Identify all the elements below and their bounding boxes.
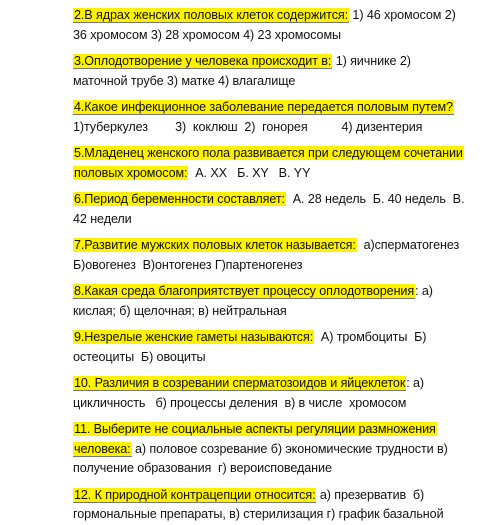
answer-options: а) презерватив б) (316, 487, 425, 502)
question-line (73, 6, 470, 26)
question-5 (73, 144, 470, 183)
question-line (73, 420, 470, 440)
question-title: 7.Развитие мужских половых клеток называется: (74, 238, 356, 252)
question-line (73, 26, 470, 46)
question-line (73, 52, 470, 72)
question-line (73, 72, 470, 92)
question-line (73, 328, 470, 348)
question-title-continued: половых хромосом: (74, 165, 188, 180)
question-11 (73, 420, 470, 479)
question-line (73, 459, 470, 479)
answer-options: 1)туберкулез 3) коклюш 2) гонорея 4) дизентерия (73, 119, 423, 134)
question-line (73, 118, 470, 138)
question-line (73, 302, 470, 322)
question-3 (73, 52, 470, 91)
answer-options: а)сперматогенез (356, 238, 460, 252)
answer-options: маточной трубе 3) матке 4) влагалище (73, 73, 296, 88)
question-line (73, 256, 470, 276)
question-title: 5.Младенец женского пола развивается при следующем сочетании (74, 146, 463, 160)
answer-options: : а) (406, 376, 425, 390)
question-line (73, 144, 470, 164)
question-line (73, 98, 470, 118)
question-line (73, 374, 470, 394)
question-line (73, 190, 470, 210)
question-title: 6.Период беременности составляет: (74, 192, 285, 206)
question-title: 3.Оплодотворение у человека происходит в: (74, 54, 332, 68)
answer-options: цикличность б) процессы деления в) в числе хромосом (73, 395, 407, 410)
question-line (73, 210, 470, 230)
question-7 (73, 236, 470, 275)
question-title: 8.Какая среда благоприятствует процессу оплодотворения (74, 284, 415, 298)
answer-options: 1) 46 хромосом 2) (349, 8, 456, 22)
answer-options: 1) яичнике 2) (332, 54, 411, 68)
answer-options: 42 недели (73, 211, 132, 226)
answer-options: получение образования г) вероисповедание (73, 461, 332, 475)
question-title: 2.В ядрах женских половых клеток содержится: (74, 8, 349, 22)
question-line (73, 236, 470, 256)
answer-options: остеоциты Б) овоциты (73, 349, 206, 364)
question-2 (73, 6, 470, 45)
answer-options: 36 хромосом 3) 28 хромосом 4) 23 хромосомы (73, 27, 341, 42)
question-line (73, 440, 470, 460)
answer-options: кислая; б) щелочная; в) нейтральная (73, 303, 287, 318)
question-6 (73, 190, 470, 229)
question-line (73, 282, 470, 302)
answer-options: Б)овогенез В)онтогенез Г)партеногенез (73, 257, 303, 272)
question-title-continued: человека: (74, 441, 131, 456)
question-line (73, 394, 470, 414)
question-title: 4.Какое инфекционное заболевание передается половым путем? (74, 100, 453, 114)
question-line (73, 348, 470, 368)
question-line (73, 486, 470, 506)
answer-options: А. 28 недель Б. 40 недель В. (285, 192, 465, 206)
question-8 (73, 282, 470, 321)
question-title: 10. Различия в созревании сперматозоидов и яйцеклеток (74, 376, 406, 390)
question-title: 9.Незрелые женские гаметы называются: (74, 330, 314, 344)
question-4 (73, 98, 470, 137)
answer-options: : а) (415, 284, 433, 298)
answer-options: гормональные препараты, в) стерилизация г) график базальной (73, 507, 444, 521)
question-title: 12. К природной контрацепции относится: (74, 487, 316, 502)
answer-options: а) половое созревание б) экономические трудности в) (131, 441, 448, 456)
question-12 (73, 486, 470, 525)
question-9 (73, 328, 470, 367)
question-10 (73, 374, 470, 413)
answer-options: А. ХХ Б. ХY В. YY (188, 165, 311, 180)
question-title: 11. Выберите не социальные аспекты регуляции размножения (74, 422, 436, 436)
answer-options: А) тромбоциты Б) (314, 330, 427, 344)
question-line (73, 164, 470, 184)
question-line (73, 505, 470, 525)
